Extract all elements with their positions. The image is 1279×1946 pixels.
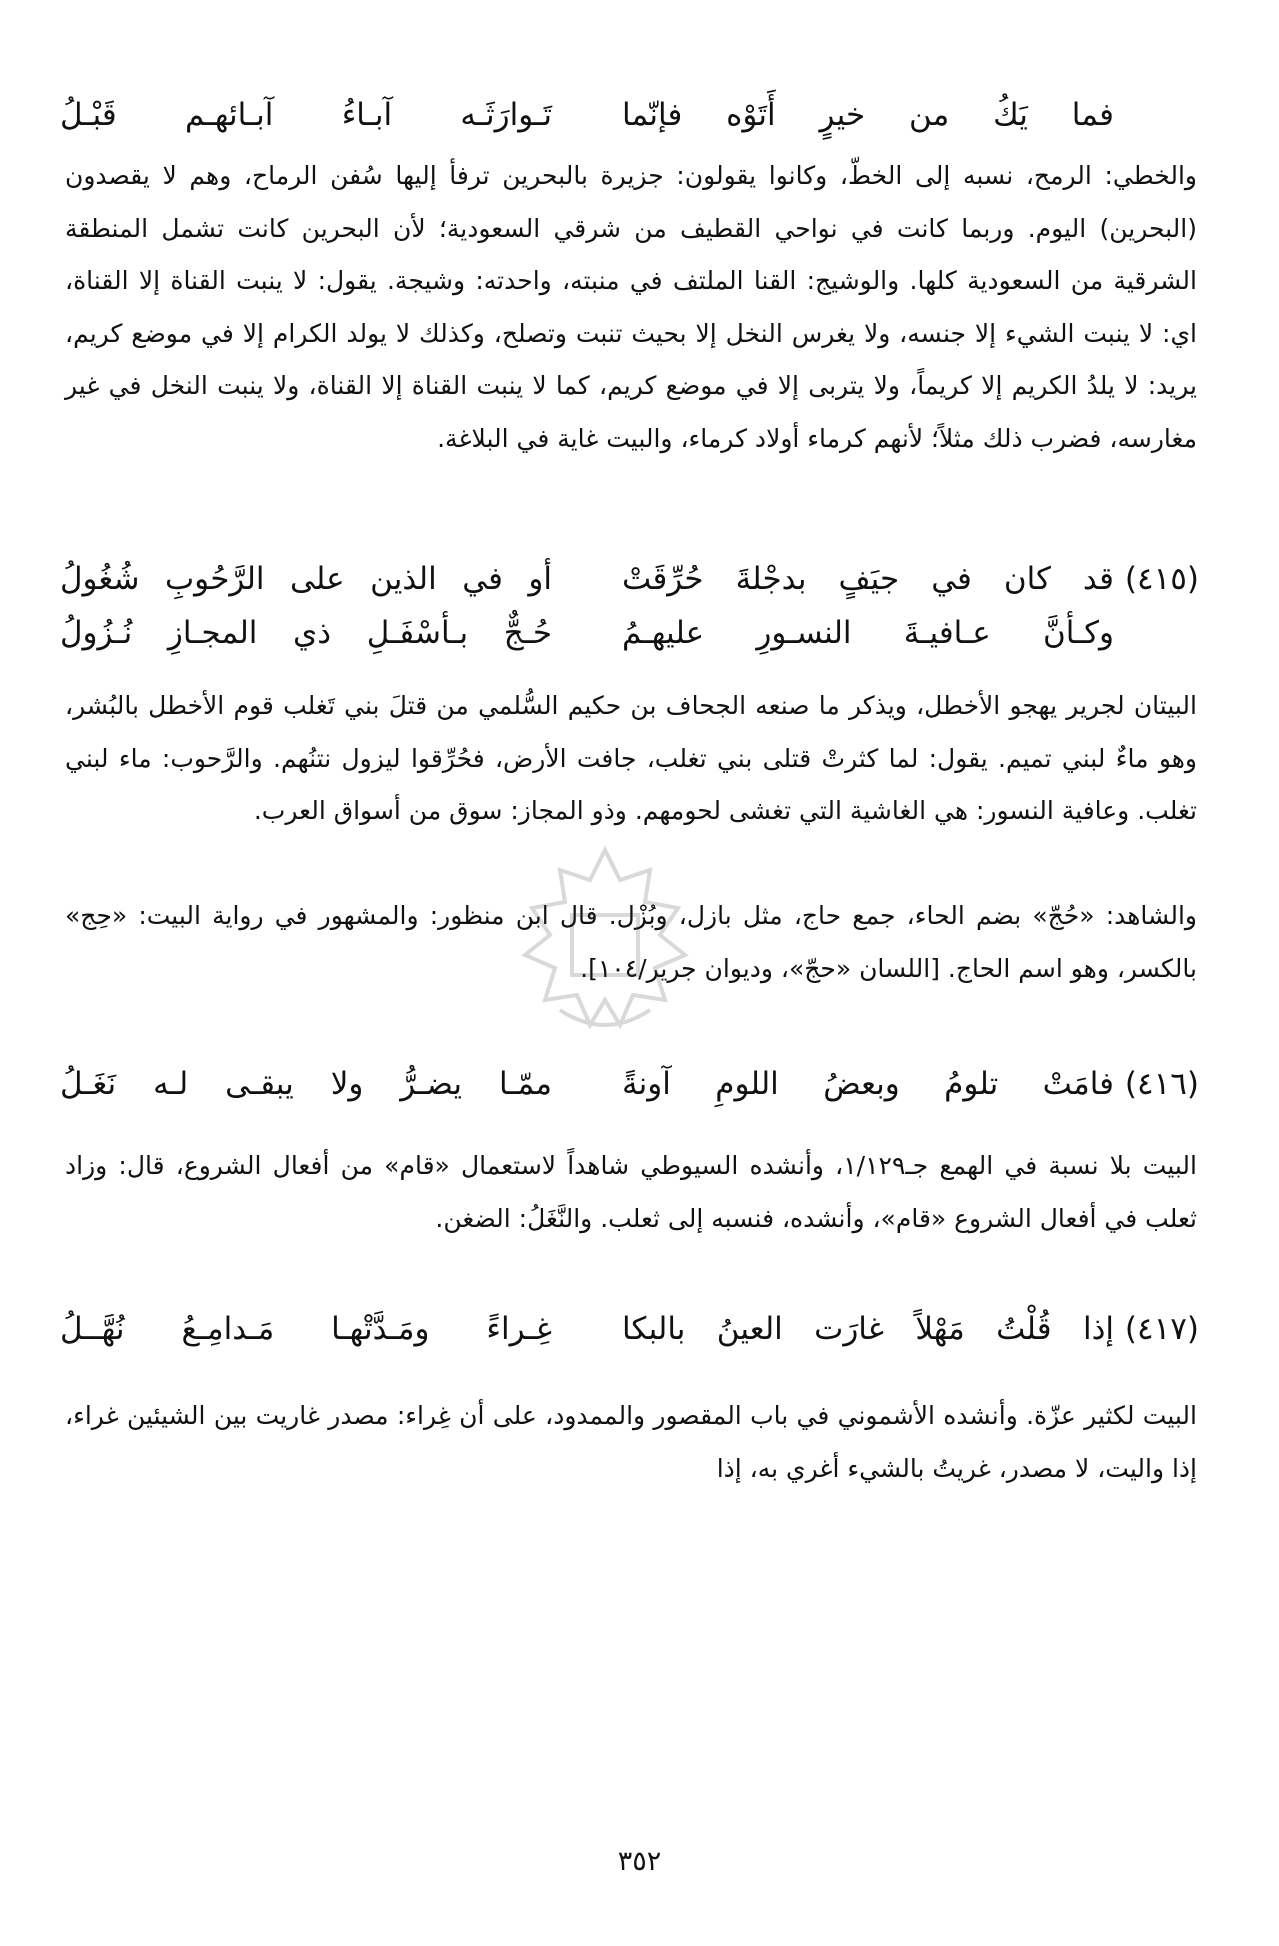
verse-hemistich-1: فامَتْ تلومُ وبعضُ اللومِ آونةً (622, 1066, 1114, 1102)
verse-415-line-1 (60, 550, 1199, 608)
verse-number: (٤١٦) (1124, 1066, 1199, 1102)
verse-hemistich-2: حُـجٌّ بـأسْفَـلِ ذي المجـازِ نُـزُولُ (60, 615, 552, 651)
verse-hemistich-2: ممّـا يضـرُّ ولا يبقـى لـه نَغَـلُ (60, 1066, 552, 1102)
verse-415-line-2 (60, 604, 1199, 662)
verse-number: (٤١٥) (1124, 561, 1199, 597)
verse-hemistich-1: فما يَكُ من خيرٍ أَتَوْه فإنّما (622, 97, 1114, 133)
verse-hemistich-1: وكـأنَّ عـافيـةَ النسـورِ عليهـمُ (622, 615, 1114, 651)
commentary-paragraph-3: والشاهد: «حُجّ» بضم الحاء، جمع حاج، مثل بازل، وبُزْل. قال ابن منظور: والمشهور في رواية البيت: «حِج» بالكسر، وهو اسم الحاج. [اللسان «حجّ»، وديوان جرير/١٠٤]. (65, 901, 1197, 983)
verse-417 (60, 1300, 1199, 1358)
verse-number: (٤١٧) (1124, 1311, 1199, 1347)
verse-top (60, 86, 1199, 144)
commentary-paragraph-4: البيت بلا نسبة في الهمع جـ١/١٢٩، وأنشده السيوطي شاهداً لاستعمال «قام» من أفعال الشروع، قال: وزاد ثعلب في أفعال الشروع «قام»، وأنشده، فنسبه إلى ثعلب. والنَّغَلُ: الضغن. (65, 1151, 1197, 1233)
page-number: ٣٥٢ (617, 1846, 662, 1877)
verse-416 (60, 1055, 1199, 1113)
commentary-paragraph-1: والخطي: الرمح، نسبه إلى الخطّ، وكانوا يقولون: جزيرة بالبحرين ترفأ إليها سُفن الرماح، وهم لا يقصدون (البحرين) اليوم. وربما كانت في نواحي القطيف من شرقي السعودية؛ لأن البحرين كانت تشمل المنطقة الشرقية من السعودية كلها. والوشيج: القنا الملتف في منبته، واحدته: وشيجة. يقول: لا ينبت القناة إلا القناة، اي: لا ينبت الشيء إلا جنسه، ولا يغرس النخل إلا بحيث تنبت وتصلح، وكذلك لا يولد الكرام إلا في موضع كريم، يريد: لا يلدُ الكريم إلا كريماً، ولا يتربى إلا في موضع كريم، كما لا ينبت القناة إلا القناة، ولا ينبت النخل في غير مغارسه، فضرب ذلك مثلاً؛ لأنهم كرماء أولاد كرماء، والبيت غاية في البلاغة. (65, 161, 1197, 453)
verse-hemistich-2: أو في الذين على الرَّحُوبِ شُغُولُ (60, 561, 552, 597)
verse-hemistich-2: تَـوارَثَـه آبـاءُ آبـائهـم قَبْـلُ (60, 97, 552, 133)
verse-hemistich-1: قد كان في جيَفٍ بدجْلةَ حُرِّقَتْ (622, 561, 1114, 597)
commentary-paragraph-2: البيتان لجرير يهجو الأخطل، ويذكر ما صنعه الجحاف بن حكيم السُّلمي من قتلَ بني تَغلب قوم الأخطل بالبُشر، وهو ماءٌ لبني تميم. يقول: لما كثرتْ قتلى بني تغلب، جافت الأرض، فحُرِّقوا ليزول نتنُهم. والرَّحوب: ماء لبني تغلب. وعافية النسور: هي الغاشية التي تغشى لحومهم. وذو المجاز: سوق من أسواق العرب. (65, 691, 1197, 825)
verse-hemistich-1: إذا قُلْتُ مَهْلاً غارَت العينُ بالبكا (622, 1311, 1114, 1347)
commentary-paragraph-5: البيت لكثير عزّة. وأنشده الأشموني في باب المقصور والممدود، على أن غِراء: مصدر غاريت بين الشيئين غراء، إذا واليت، لا مصدر، غريتُ بالشيء أغري به، إذا (65, 1401, 1197, 1483)
verse-hemistich-2: غِـراءً ومَـدَّتْهـا مَـدامِـعُ نُهَّــلُ (60, 1311, 552, 1347)
